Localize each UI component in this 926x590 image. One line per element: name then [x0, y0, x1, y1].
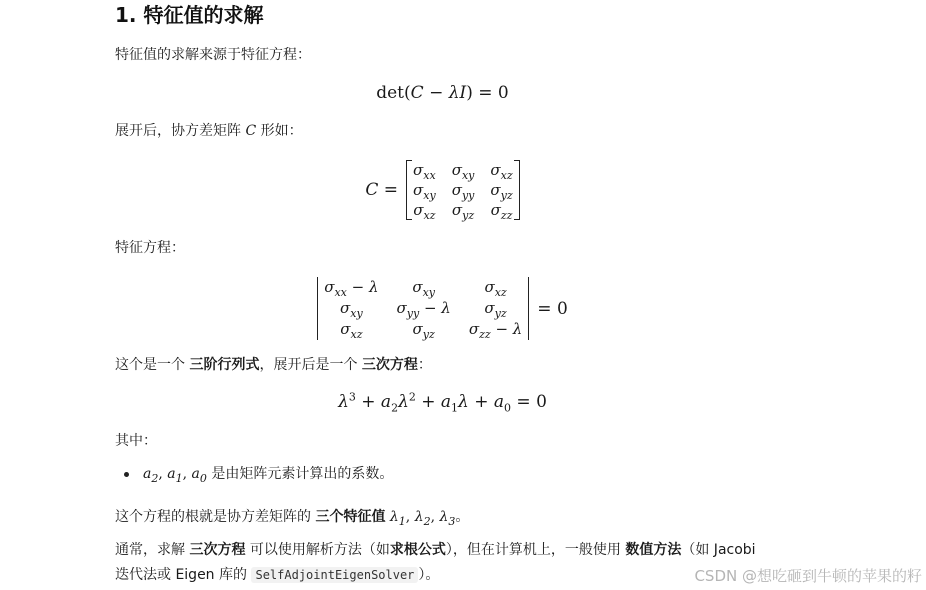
determinant-cell: $\sigma_{yz}$: [484, 299, 507, 320]
cubic-equation: $\lambda^3 + a_2\lambda^2 + a_1\lambda + a_0 = 0$: [338, 390, 547, 415]
matrix-cell: $\sigma_{yy}$: [451, 181, 475, 202]
determinant-cell: $\sigma_{yy} - \lambda$: [396, 299, 451, 320]
determinant-cell: $\sigma_{xy}$: [340, 299, 363, 320]
matrix-cell: $\sigma_{xy}$: [413, 181, 436, 202]
matrix-cell: $\sigma_{xz}$: [413, 201, 436, 222]
determinant-cell: $\sigma_{yz}$: [412, 320, 435, 341]
solve-paragraph-line1: 通常，求解 三次方程 可以使用解析方法（如求根公式），但在计算机上，一般使用 数值方法（如 Jacobi: [115, 542, 756, 558]
equation-characteristic: det(C − λI) = 0: [376, 83, 509, 103]
coefficient-list: [115, 464, 393, 484]
matrix-lhs: C =: [365, 180, 399, 200]
where-label: 其中：: [115, 433, 157, 449]
determinant-rhs: = 0: [537, 298, 568, 319]
list-item: $a_2$, $a_1$, $a_0$ 是由矩阵元素计算出的系数。: [115, 464, 393, 484]
intro-paragraph: 特征值的求解来源于特征方程：: [115, 47, 311, 63]
determinant-matrix: [317, 277, 529, 340]
determinant-cell: $\sigma_{zz} - \lambda$: [468, 320, 523, 341]
matrix-cell: $\sigma_{xx}$: [413, 161, 436, 182]
determinant-cell: $\sigma_{xz}$: [340, 320, 363, 341]
matrix-cell: $\sigma_{yz}$: [451, 201, 475, 222]
expand-paragraph: 展开后，协方差矩阵 C 形如：: [115, 123, 303, 139]
char-eq-label: 特征方程：: [115, 240, 185, 256]
determinant-equation: [115, 276, 770, 340]
inline-code: SelfAdjointEigenSolver: [251, 567, 418, 583]
matrix-cell: $\sigma_{xz}$: [490, 161, 513, 182]
section-heading: 1. 特征值的求解: [115, 3, 264, 27]
determinant-cell: $\sigma_{xy}$: [412, 278, 435, 299]
covariance-matrix: [406, 160, 520, 220]
roots-paragraph: 这个方程的根就是协方差矩阵的 三个特征值 $\lambda_1$, $\lambda_2$, $\lambda_3$。: [115, 509, 470, 528]
determinant-cell: $\sigma_{xx} - \lambda$: [324, 278, 379, 299]
matrix-cell: $\sigma_{xy}$: [451, 161, 475, 182]
solve-paragraph-line2: 迭代法或 Eigen 库的 SelfAdjointEigenSolver ）。: [115, 567, 440, 583]
determinant-cell: $\sigma_{xz}$: [484, 278, 507, 299]
cubic-intro-paragraph: 这个是一个 三阶行列式，展开后是一个 三次方程：: [115, 357, 432, 373]
covariance-matrix-equation: [115, 160, 770, 220]
csdn-watermark: CSDN @想吃砸到牛顿的苹果的籽: [694, 567, 922, 585]
matrix-cell: $\sigma_{zz}$: [490, 201, 513, 222]
matrix-cell: $\sigma_{yz}$: [490, 181, 513, 202]
